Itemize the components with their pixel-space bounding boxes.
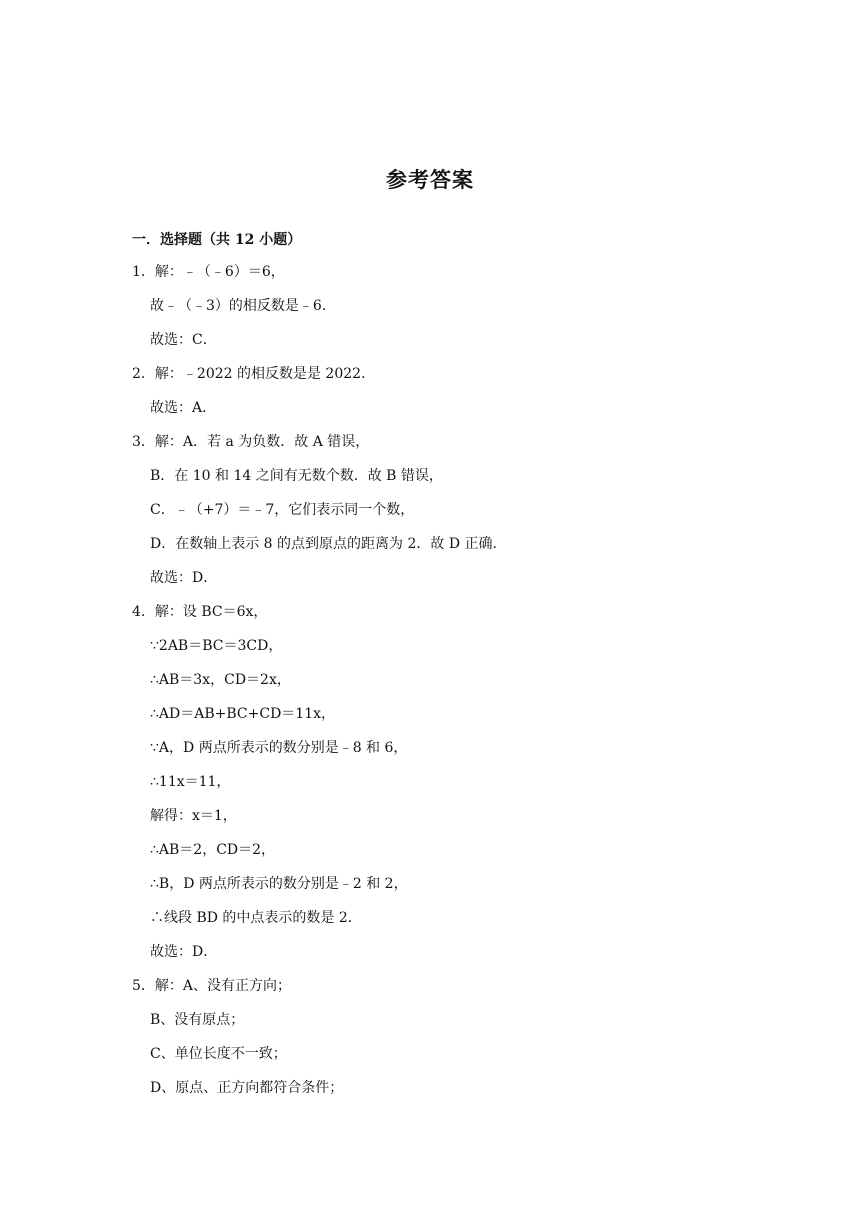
- answer-line: C、单位长度不一致；: [150, 1046, 287, 1062]
- answer-line: 4．解：设 BC＝6x，: [132, 604, 268, 620]
- answer-line: ∴B，D 两点所表示的数分别是﹣2 和 2，: [150, 876, 408, 892]
- answer-line: 故选：A．: [150, 400, 217, 416]
- answer-line: 1．解：﹣（﹣6）＝6，: [132, 264, 285, 280]
- answer-line: ∵2AB＝BC＝3CD，: [150, 638, 283, 654]
- answer-line: 3．解：A．若 a 为负数．故 A 错误，: [132, 434, 370, 450]
- answer-line: 2．解：﹣2022 的相反数是是 2022．: [132, 366, 376, 382]
- answer-line: 故选：D．: [150, 944, 218, 960]
- answer-line: ∴AD＝AB+BC+CD＝11x，: [150, 706, 336, 722]
- answer-line: B．在 10 和 14 之间有无数个数．故 B 错误，: [150, 468, 443, 484]
- answer-line: C．﹣（+7）＝﹣7，它们表示同一个数，: [150, 502, 415, 518]
- answer-line: 5．解：A、没有正方向；: [132, 978, 292, 994]
- answer-line: ∴11x＝11，: [150, 774, 231, 790]
- answer-line: 故选：D．: [150, 570, 218, 586]
- section-heading: 一．选择题（共 12 小题）: [132, 232, 302, 248]
- answer-line: ∴AB＝3x，CD＝2x，: [150, 672, 291, 688]
- page-title: 参考答案: [386, 168, 474, 192]
- answer-line: ∴线段 BD 的中点表示的数是 2．: [150, 910, 362, 926]
- answer-line: 故选：C．: [150, 332, 217, 348]
- answer-line: ∵A，D 两点所表示的数分别是﹣8 和 6，: [150, 740, 408, 756]
- answer-line: 解得：x＝1，: [150, 808, 237, 824]
- answer-line: 故﹣（﹣3）的相反数是﹣6．: [150, 298, 336, 314]
- answer-line: ∴AB＝2，CD＝2，: [150, 842, 276, 858]
- answer-line: B、没有原点；: [150, 1012, 245, 1028]
- answer-line: D、原点、正方向都符合条件；: [150, 1080, 344, 1096]
- answer-line: D．在数轴上表示 8 的点到原点的距离为 2．故 D 正确．: [150, 536, 507, 552]
